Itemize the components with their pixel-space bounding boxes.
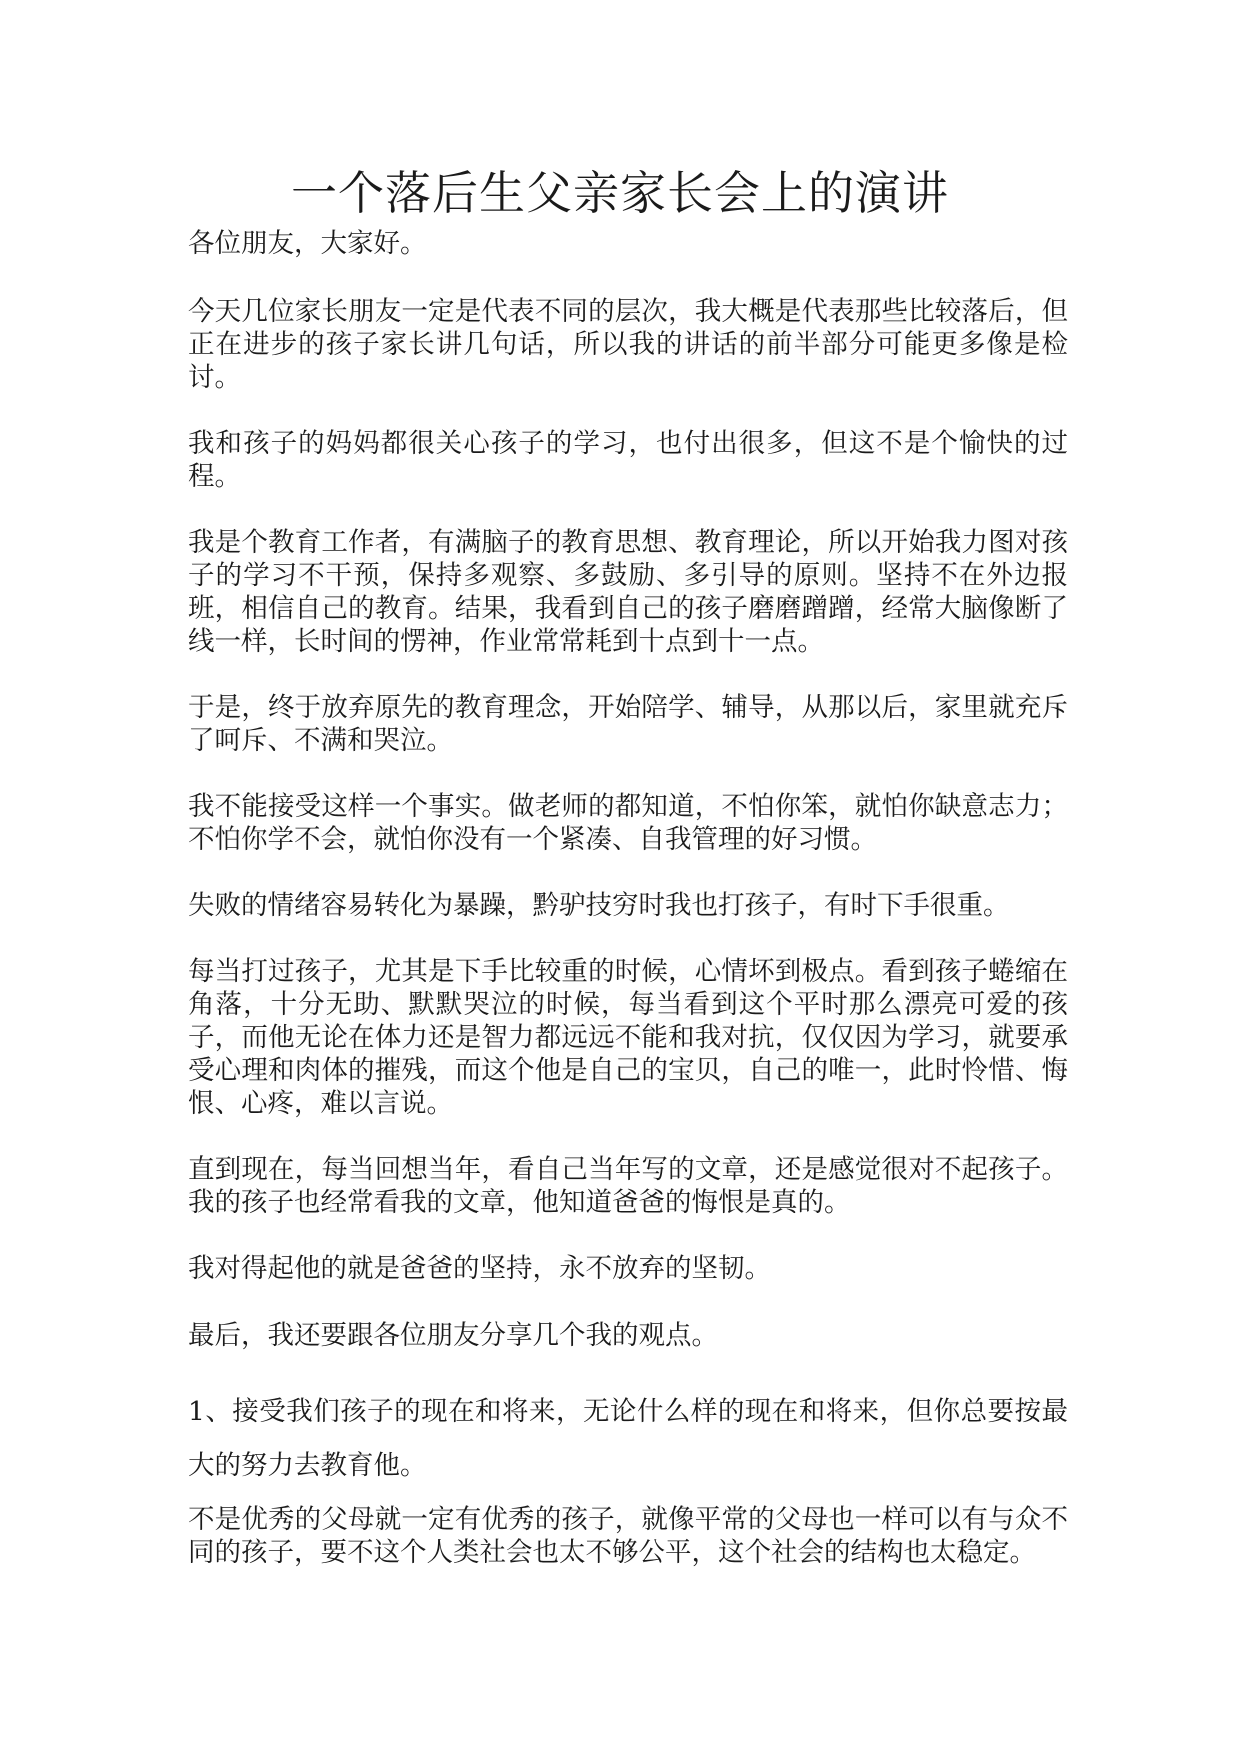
paragraph: 我对得起他的就是爸爸的坚持，永不放弃的坚韧。	[188, 1253, 771, 1284]
paragraph: 我和孩子的妈妈都很关心孩子的学习，也付出很多，但这不是个愉快的过程。	[188, 428, 1068, 492]
paragraph: 失败的情绪容易转化为暴躁，黔驴技穷时我也打孩子，有时下手很重。	[188, 890, 1010, 921]
paragraph: 不是优秀的父母就一定有优秀的孩子，就像平常的父母也一样可以有与众不同的孩子，要不这个人类社会也太不够公平，这个社会的结构也太稳定。	[188, 1504, 1068, 1568]
paragraph: 我是个教育工作者，有满脑子的教育思想、教育理论，所以开始我力图对孩子的学习不干预，保持多观察、多鼓励、多引导的原则。坚持不在外边报班，相信自己的教育。结果，我看到自己的孩子磨磨蹭蹭，经常大脑像断了线一样，长时间的愣神，作业常常耗到十点到十一点。	[188, 527, 1068, 657]
paragraph-greeting: 各位朋友，大家好。	[188, 228, 427, 259]
paragraph: 直到现在，每当回想当年，看自己当年写的文章，还是感觉很对不起孩子。我的孩子也经常看我的文章，他知道爸爸的悔恨是真的。	[188, 1154, 1068, 1218]
paragraph: 每当打过孩子，尤其是下手比较重的时候，心情坏到极点。看到孩子蜷缩在角落，十分无助、默默哭泣的时候，每当看到这个平时那么漂亮可爱的孩子，而他无论在体力还是智力都远远不能和我对抗，仅仅因为学习，就要承受心理和肉体的摧残，而这个他是自己的宝贝，自己的唯一，此时怜惜、悔恨、心疼，难以言说。	[188, 956, 1068, 1119]
numbered-point: 1、接受我们孩子的现在和将来，无论什么样的现在和将来，但你总要按最大的努力去教育他。	[188, 1396, 1068, 1481]
document-title: 一个落后生父亲家长会上的演讲	[291, 166, 949, 220]
paragraph: 今天几位家长朋友一定是代表不同的层次，我大概是代表那些比较落后，但正在进步的孩子家长讲几句话，所以我的讲话的前半部分可能更多像是检讨。	[188, 296, 1068, 393]
document-body	[188, 227, 1068, 1602]
paragraph: 我不能接受这样一个事实。做老师的都知道，不怕你笨，就怕你缺意志力；不怕你学不会，就怕你没有一个紧凑、自我管理的好习惯。	[188, 791, 1068, 855]
paragraph: 最后，我还要跟各位朋友分享几个我的观点。	[188, 1320, 718, 1351]
paragraph: 于是，终于放弃原先的教育理念，开始陪学、辅导，从那以后，家里就充斥了呵斥、不满和哭泣。	[188, 692, 1068, 756]
